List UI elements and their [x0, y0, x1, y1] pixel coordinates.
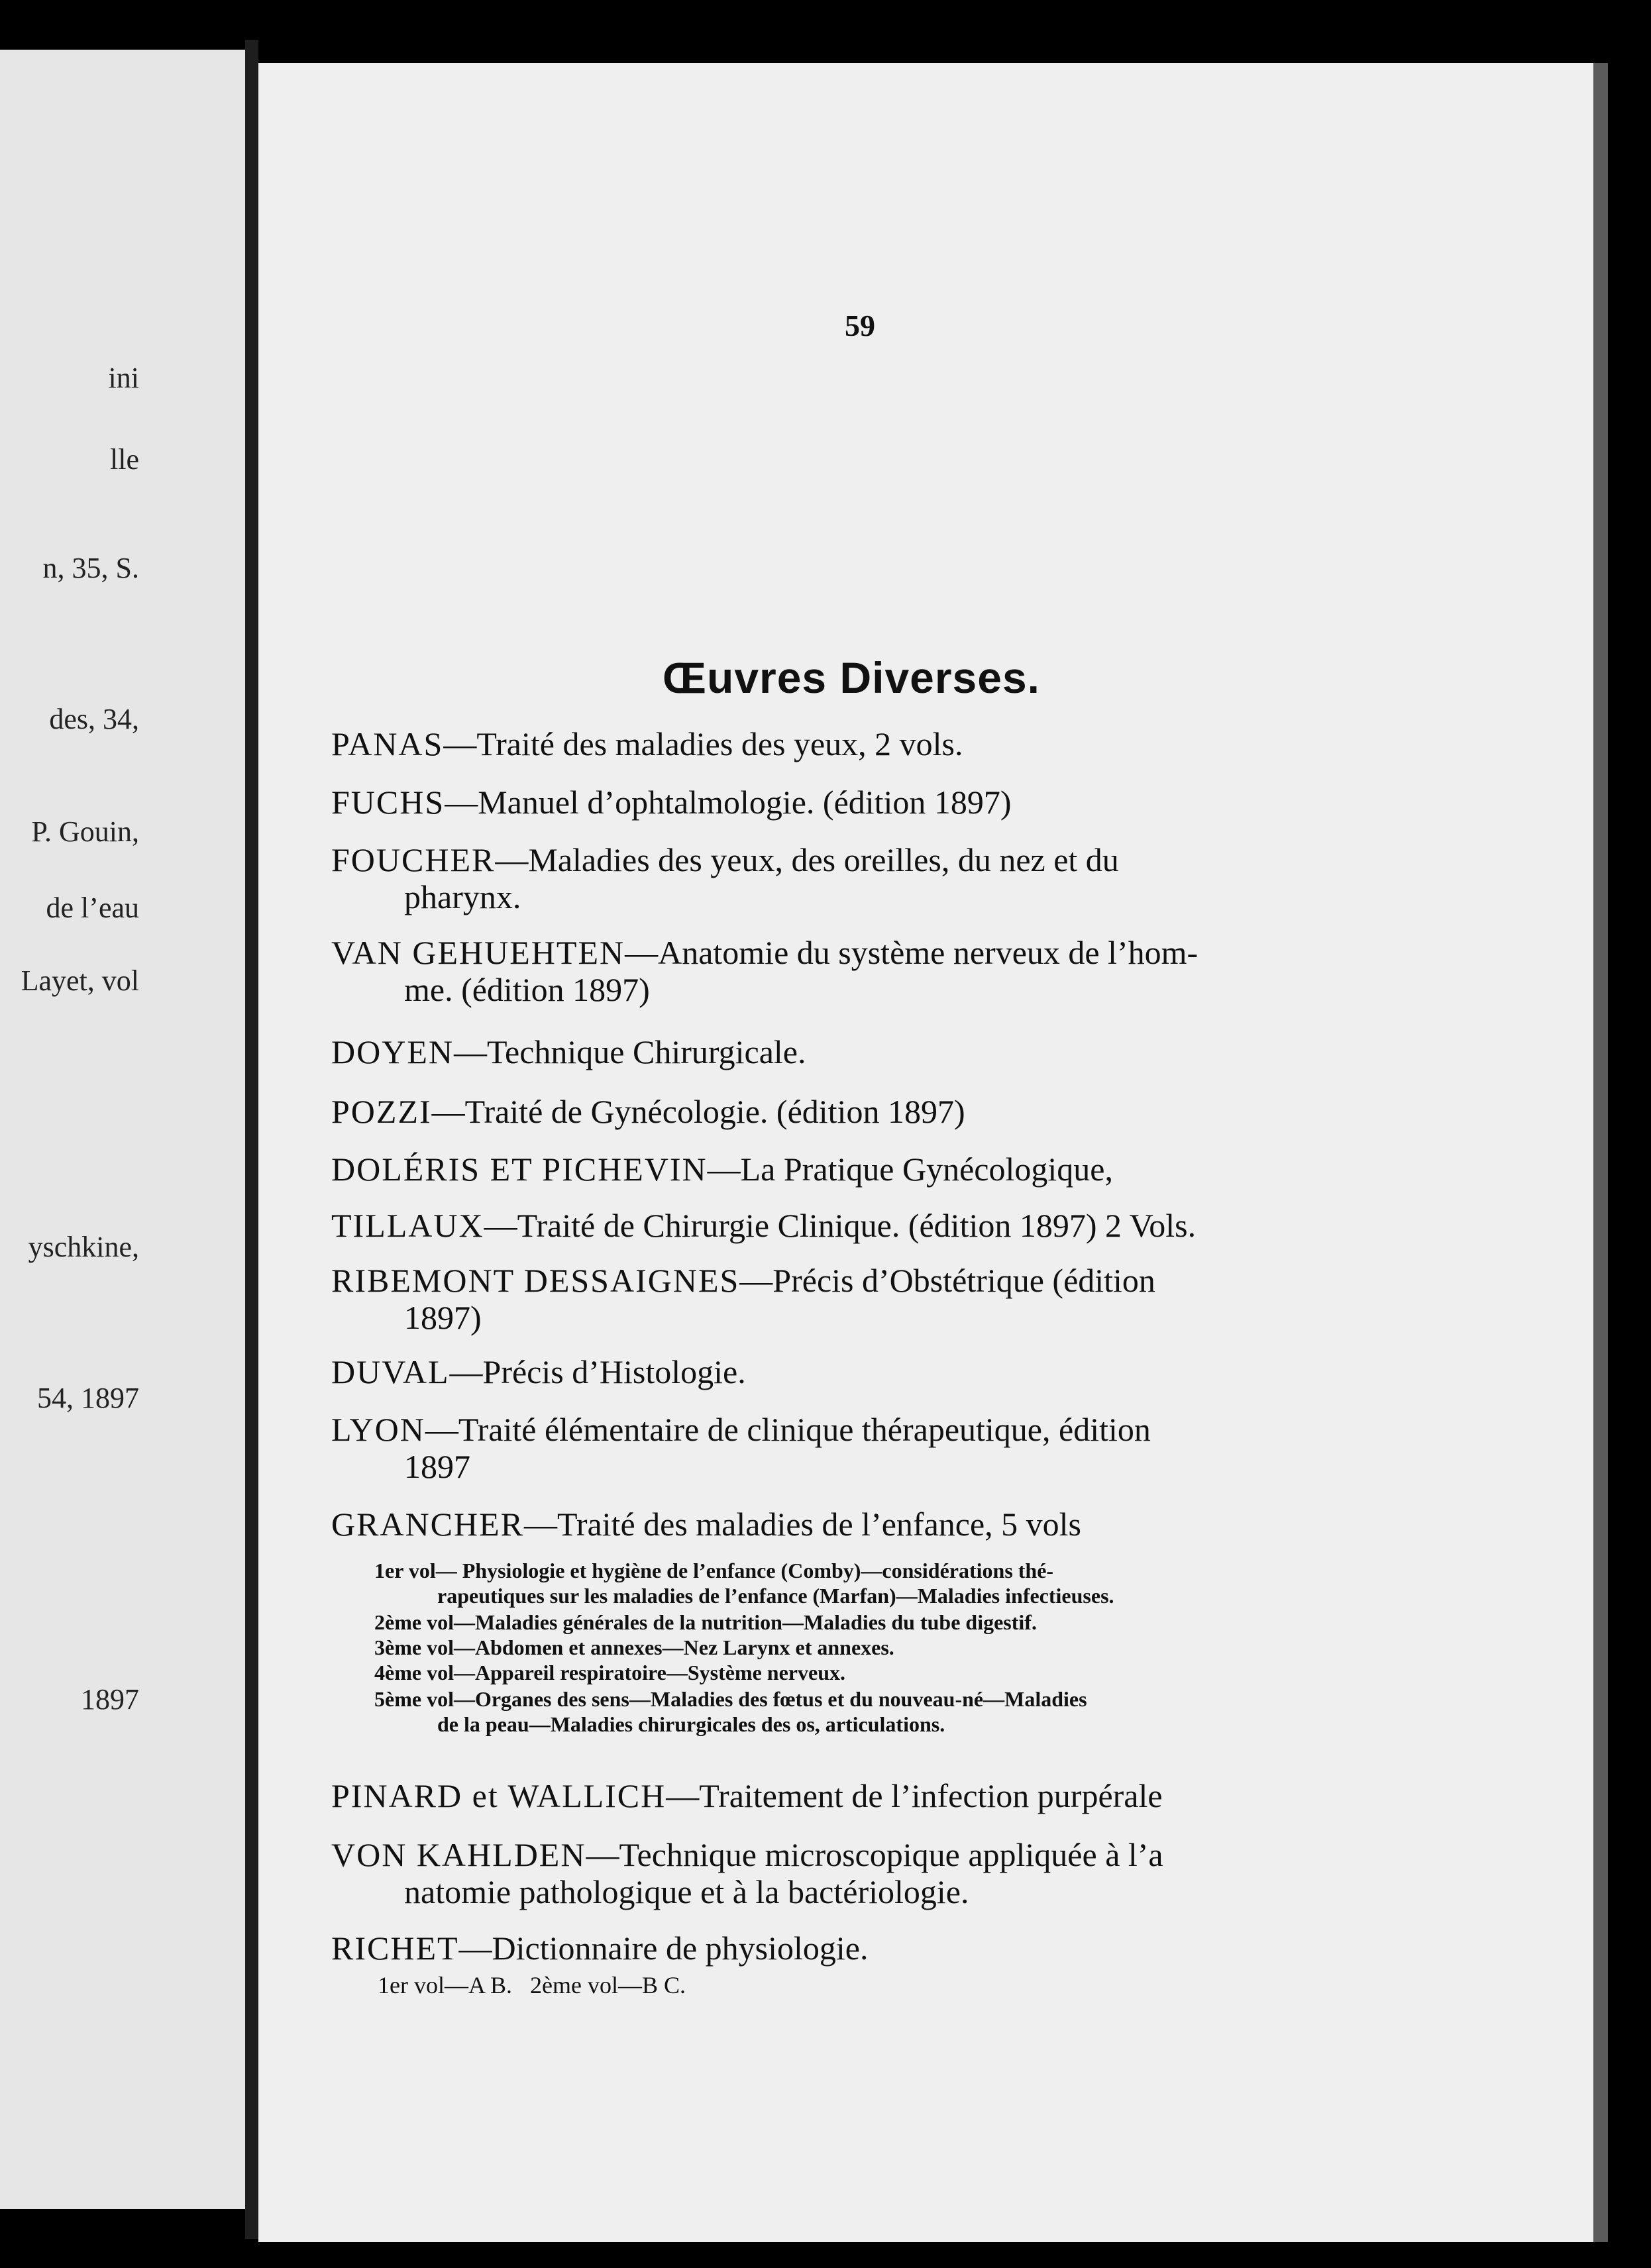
entry-continuation: me. (édition 1897): [404, 971, 650, 1008]
volume-note-continuation: de la peau—Maladies chirurgicales des os, articulations.: [437, 1712, 945, 1736]
volume-note: [374, 1635, 1375, 1660]
book-gutter: [245, 40, 258, 2239]
left-page-fragment: ini: [108, 362, 139, 394]
entry-author: FOUCHER: [331, 841, 496, 878]
bibliography-entry: [331, 1262, 1375, 1336]
entry-title: —Précis d’Histologie.: [449, 1353, 746, 1390]
section-title: Œuvres Diverses.: [663, 653, 1041, 702]
left-page-fragment: lle: [110, 443, 139, 476]
volume-note: [378, 1973, 1378, 1998]
left-page-fragment: n, 35, S.: [42, 552, 139, 584]
entry-author: GRANCHER: [331, 1506, 525, 1543]
entry-continuation: natomie pathologique et à la bactériologie.: [404, 1873, 969, 1910]
entry-title: —Dictionnaire de physiologie.: [458, 1930, 869, 1967]
entry-continuation: pharynx.: [404, 878, 521, 915]
left-page-fragment: Layet, vol: [21, 964, 139, 997]
entry-title: —Traité des maladies des yeux, 2 vols.: [443, 725, 963, 762]
entry-author: TILLAUX: [331, 1207, 484, 1244]
entry-continuation: 1897: [404, 1448, 470, 1485]
entry-author: DOLÉRIS ET PICHEVIN: [331, 1151, 708, 1188]
left-page-fragment: yschkine,: [28, 1231, 139, 1263]
entry-title: —Technique Chirurgicale.: [453, 1033, 806, 1070]
left-page-fragment: de l’eau: [46, 892, 139, 924]
left-page-fragment: P. Gouin,: [31, 815, 139, 848]
entry-title: —Traitement de l’infection purpérale: [666, 1777, 1163, 1814]
volume-note-text: 4ème vol—Appareil respiratoire—Système nerveux.: [374, 1661, 845, 1684]
bibliography-entry: [331, 1411, 1375, 1485]
entry-continuation: 1897): [404, 1299, 482, 1336]
entry-title: —Traité de Chirurgie Clinique. (édition 1897) 2 Vols.: [484, 1207, 1197, 1244]
entry-author: LYON: [331, 1411, 425, 1448]
entry-author: PANAS: [331, 725, 444, 762]
left-page: [0, 50, 245, 2209]
volume-note: [374, 1558, 1375, 1608]
bibliography-entry: [331, 1207, 1375, 1244]
entry-title: —Traité de Gynécologie. (édition 1897): [431, 1093, 965, 1130]
entry-title: —Manuel d’ophtalmologie. (édition 1897): [445, 784, 1012, 821]
bibliography-entry: [331, 1506, 1375, 1543]
volume-note: [374, 1686, 1375, 1737]
left-page-fragment: 54, 1897: [37, 1382, 139, 1414]
entry-title: —La Pratique Gynécologique,: [707, 1151, 1113, 1188]
volume-note-text: 2ème vol—Maladies générales de la nutrition—Maladies du tube digestif.: [374, 1610, 1037, 1634]
entry-author: RIBEMONT DESSAIGNES: [331, 1262, 740, 1299]
bibliography-entry: [331, 1151, 1375, 1188]
volume-note: [374, 1610, 1375, 1635]
left-page-fragment: 1897: [81, 1683, 139, 1716]
entry-author: VAN GEHUEHTEN: [331, 934, 625, 971]
bibliography-entry: [331, 1836, 1375, 1910]
entry-title: —Maladies des yeux, des oreilles, du nez et du: [495, 841, 1119, 878]
bibliography-entry: [331, 841, 1375, 915]
bibliography-entry: [331, 784, 1375, 821]
bibliography-entry: [331, 1930, 1375, 1967]
volume-note-continuation: rapeutiques sur les maladies de l’enfance (Marfan)—Maladies infectieuses.: [437, 1584, 1114, 1608]
entry-author: FUCHS: [331, 784, 445, 821]
bibliography-entry: [331, 725, 1375, 762]
volume-note: [374, 1660, 1375, 1685]
entry-author: RICHET: [331, 1930, 459, 1967]
entry-author: POZZI: [331, 1093, 432, 1130]
entry-title: —Traité des maladies de l’enfance, 5 vols: [524, 1506, 1081, 1543]
bibliography-entry: [331, 1033, 1375, 1070]
entry-author: DUVAL: [331, 1353, 450, 1390]
volume-note-text: 1er vol— Physiologie et hygiène de l’enfance (Comby)—considérations thé-: [374, 1559, 1054, 1582]
bibliography-entry: [331, 1093, 1375, 1130]
volume-note-text: 3ème vol—Abdomen et annexes—Nez Larynx et annexes.: [374, 1635, 894, 1659]
bibliography-entry: [331, 934, 1375, 1008]
entry-title: —Technique microscopique appliquée à l’a: [586, 1836, 1163, 1873]
entry-author: PINARD et WALLICH: [331, 1777, 666, 1814]
entry-title: —Précis d’Obstétrique (édition: [739, 1262, 1155, 1299]
bibliography-entry: [331, 1777, 1375, 1814]
entry-title: —Traité élémentaire de clinique thérapeutique, édition: [425, 1411, 1151, 1448]
left-page-fragment: des, 34,: [49, 703, 139, 735]
entry-author: VON KAHLDEN: [331, 1836, 586, 1873]
entry-title: —Anatomie du système nerveux de l’hom-: [625, 934, 1198, 971]
page-number: 59: [845, 309, 875, 342]
bibliography-entry: [331, 1353, 1375, 1390]
entry-author: DOYEN: [331, 1033, 454, 1070]
volume-note-text: 5ème vol—Organes des sens—Maladies des fœtus et du nouveau-né—Maladies: [374, 1687, 1087, 1711]
volume-note-text: 1er vol—A B. 2ème vol—B C.: [378, 1972, 686, 1998]
